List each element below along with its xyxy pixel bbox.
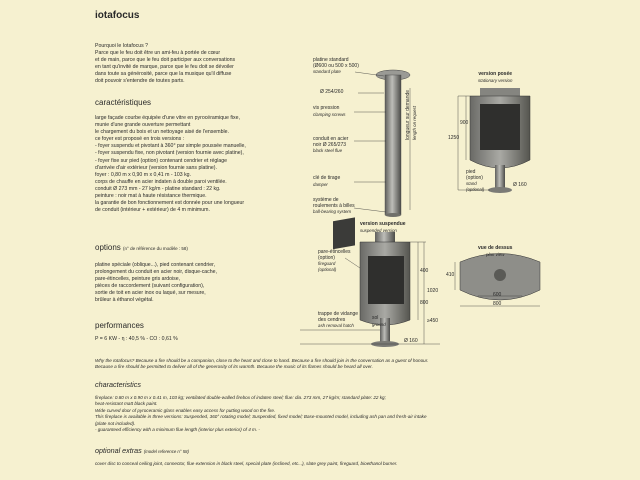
label-sol-en: ground — [372, 321, 386, 327]
performances-line: P = 6 KW - η : 40,5 % - CO : 0,61 % — [95, 336, 178, 342]
stationary-stand-base — [488, 187, 512, 193]
label-trappe — [318, 312, 358, 329]
options-line: platine spéciale (oblique...), pied contenant cendrier, — [95, 262, 215, 268]
char-line: de conduit (intérieur + extérieur) de 4 m minimum. — [95, 207, 210, 214]
label-trappe-en: ash removal hatch — [318, 323, 354, 329]
characteristics-line: fireplace: 0.80 m x 0.90 m x 0.41 m, 103 kg; ventilated double-walled firebox of indaten steel; flue: dia. 273 mm, 27 kg/m; standard plate: 22 kg; — [95, 395, 386, 400]
label-trappe-line: trappe de vidange — [318, 311, 359, 317]
intro-line: doit pouvoir s'entendre de toutes parts. — [95, 78, 185, 85]
char-line: ce foyer est proposé en trois versions : — [95, 136, 185, 143]
label-sol — [372, 316, 386, 327]
characteristics-line: (plate not included). — [95, 420, 136, 426]
label-pied-en: stand — [466, 181, 477, 187]
optional-extras-label: optional extras — [95, 446, 142, 455]
label-version-posee — [478, 72, 512, 83]
why-line: Because a fire should be permitted to deliver all of the generosity of its warmth. Because the music of its flames should be heard all over. — [95, 364, 373, 370]
label-pare-en: (optional) — [318, 266, 337, 272]
flue-pipe — [385, 75, 401, 215]
label-systeme-line: système de — [313, 197, 339, 203]
optional-extras-line: cover disc to conceal ceiling joint, connector, flue extension in black steel, special plate (inclined, etc...), slate grey paint, fireguard, bioethanol burner. — [95, 461, 398, 466]
dim-410: 410 — [446, 272, 455, 278]
dim-450: ≥450 — [427, 318, 439, 324]
label-conduit — [313, 137, 348, 154]
stationary-collar — [480, 88, 520, 96]
intro-line: et de main, parce que le feu doit participer aux conversations — [95, 57, 236, 64]
dim-1250: 1250 — [448, 135, 460, 141]
label-pare-en: fireguard — [318, 261, 336, 267]
label-systeme — [313, 198, 355, 215]
label-conduit-line: noir Ø 265/273 — [313, 141, 347, 148]
options-line: brûleur à éthanol végétal. — [95, 297, 154, 304]
dim-800: 800 — [420, 300, 429, 306]
char-line: la garantie de bon fonctionnement est donnée pour une longueur — [95, 200, 245, 207]
suspended-window — [368, 256, 404, 304]
options-line: sortie de toit en acier inox ou laqué, sur mesure, — [95, 290, 206, 297]
options-heading-label: options — [95, 243, 121, 252]
char-line: peinture : noir mat à haute résistance thermique. — [95, 193, 207, 200]
label-vue-dessus-en: plan view — [486, 251, 505, 257]
label-systeme-line: roulements à billes — [313, 202, 355, 209]
label-platine-line: platine standard — [313, 57, 349, 63]
characteristics-heading: characteristics — [95, 380, 141, 389]
char-line: d'arrivée d'air extérieur (version fournie sans platine). — [95, 164, 217, 171]
char-line: foyer : 0,80 m x 0,90 m x 0,41 m - 103 kg. — [95, 171, 192, 178]
label-vis-fr: vis pression — [313, 105, 340, 111]
label-cle-fr: clé de tirage — [313, 175, 341, 181]
label-version-posee-fr: version posée — [478, 71, 513, 77]
plan-view — [455, 251, 540, 307]
intro-line: Pourquoi le Iotafocus ? — [95, 43, 149, 49]
label-pied — [466, 170, 484, 192]
label-pare-line: (option) — [318, 254, 335, 261]
dim-diam-160: Ø 160 — [513, 182, 527, 188]
suspended-collar — [375, 232, 395, 242]
label-longueur-en: length on request — [411, 106, 417, 140]
label-conduit-en: black steel flue — [313, 148, 343, 154]
label-pare — [318, 250, 351, 272]
label-longueur — [406, 90, 417, 140]
label-pied-line: pied — [466, 169, 476, 175]
label-version-suspendue-fr: version suspendue — [360, 221, 406, 227]
char-line: corps de chauffe en acier indaten à double paroi ventilée. — [95, 178, 227, 185]
char-line: - foyer suspendu et pivotant à 360° par simple poussée manuelle, — [95, 143, 246, 150]
characteristics-line: - guaranteed efficiency with a minimum flue length (interior plus exterior) of 4 m. - — [95, 427, 260, 433]
label-version-posee-en: stationary version — [478, 77, 513, 83]
dim-400: 400 — [420, 268, 429, 274]
characteristics-line: Wide curved door of pyroceramic glass enables easy access for putting wood on the fire. — [95, 407, 276, 413]
char-line: - foyer suspendu fixe, non pivotant (version fournie avec platine), — [95, 150, 244, 157]
label-pied-en: (optional) — [466, 186, 485, 192]
label-cle — [313, 176, 340, 187]
label-version-suspendue-en: suspended version — [360, 227, 397, 233]
characteristics-line: heat-resistant matt black paint. — [95, 401, 158, 407]
label-sol-fr: sol — [372, 315, 379, 321]
dim-600: 600 — [493, 292, 502, 298]
caracteristiques-heading: caractéristiques — [95, 98, 152, 107]
intro-line: en tant qu'invité de marque, parce que le feu doit se dévoiler — [95, 64, 234, 71]
label-platine-line: (Ø600 ou 500 x 500) — [313, 62, 359, 69]
char-line: - foyer fixe sur pied (option) contenant cendrier et réglage — [95, 157, 228, 164]
dim-800-plan: 800 — [493, 301, 502, 307]
label-cle-en: damper — [313, 181, 328, 187]
performances-heading: performances — [95, 321, 144, 330]
characteristics-line: This fireplace is available in three versions: Suspended, 360° rotating model; Suspended, fixed model; Base-mounted model, including ash pan and fresh-air intake — [95, 414, 427, 420]
label-vue-dessus-fr: vue de dessus — [478, 245, 513, 251]
label-version-suspendue — [360, 222, 406, 233]
stationary-stand — [495, 165, 505, 190]
ball-bearing-ring — [385, 213, 401, 217]
stationary-window — [480, 104, 520, 150]
label-platine-en: standard plate — [313, 69, 341, 75]
dim-diam-160-suspended: Ø 160 — [404, 338, 418, 344]
options-line: pièces de raccordement (suivant configuration), — [95, 283, 205, 290]
label-diam-254: Ø 254/260 — [320, 89, 344, 95]
label-pied-line: (option) — [466, 174, 483, 181]
label-conduit-line: conduit en acier — [313, 136, 349, 142]
label-longueur-fr: longueur sur demande — [405, 89, 411, 140]
options-line: pare-étincelles, peinture gris ardoise, — [95, 276, 181, 283]
dim-900: 900 — [460, 120, 469, 126]
label-vis — [313, 106, 345, 117]
dim-1020: 1020 — [427, 288, 439, 294]
intro-line: Parce que le feu doit être un ami-feu à portée de cœur — [95, 50, 221, 57]
intro-line: dans toute sa générosité, parce que la musique qu'il diffuse — [95, 71, 232, 78]
optional-extras-ref: (model reference n° 58) — [143, 449, 189, 454]
label-vis-en: clamping screws — [313, 111, 346, 117]
char-line: large façade courbe équipée d'une vitre en pyrocéramique fixe, — [95, 115, 240, 121]
plan-view-flue — [494, 269, 506, 281]
label-pare-line: pare-étincelles — [318, 249, 351, 255]
label-systeme-en: ball-bearing system — [313, 209, 352, 215]
char-line: conduit Ø 273 mm - 27 kg/m - platine standard : 22 kg. — [95, 185, 221, 192]
label-vue-dessus — [478, 246, 512, 257]
char-line: le chargement du bois et un nettoyage aisé de l'ensemble. — [95, 129, 229, 136]
fireguard — [333, 217, 355, 249]
options-line: prolongement du conduit en acier noir, disque-cache, — [95, 269, 217, 276]
why-line: Why the Iotafocus? Because a fire should be a companion, close to the heart and close to hand. Because a fire should join in the conversation as a guest of honour. — [95, 358, 429, 363]
options-ref: (n° de référence du modèle : 58) — [123, 246, 188, 251]
char-line: munie d'une grande ouverture permettant — [95, 122, 191, 129]
label-platine — [313, 58, 359, 75]
flue-assembly — [354, 70, 410, 217]
label-trappe-line: des cendres — [318, 316, 346, 323]
page-title: iotafocus — [95, 10, 140, 21]
